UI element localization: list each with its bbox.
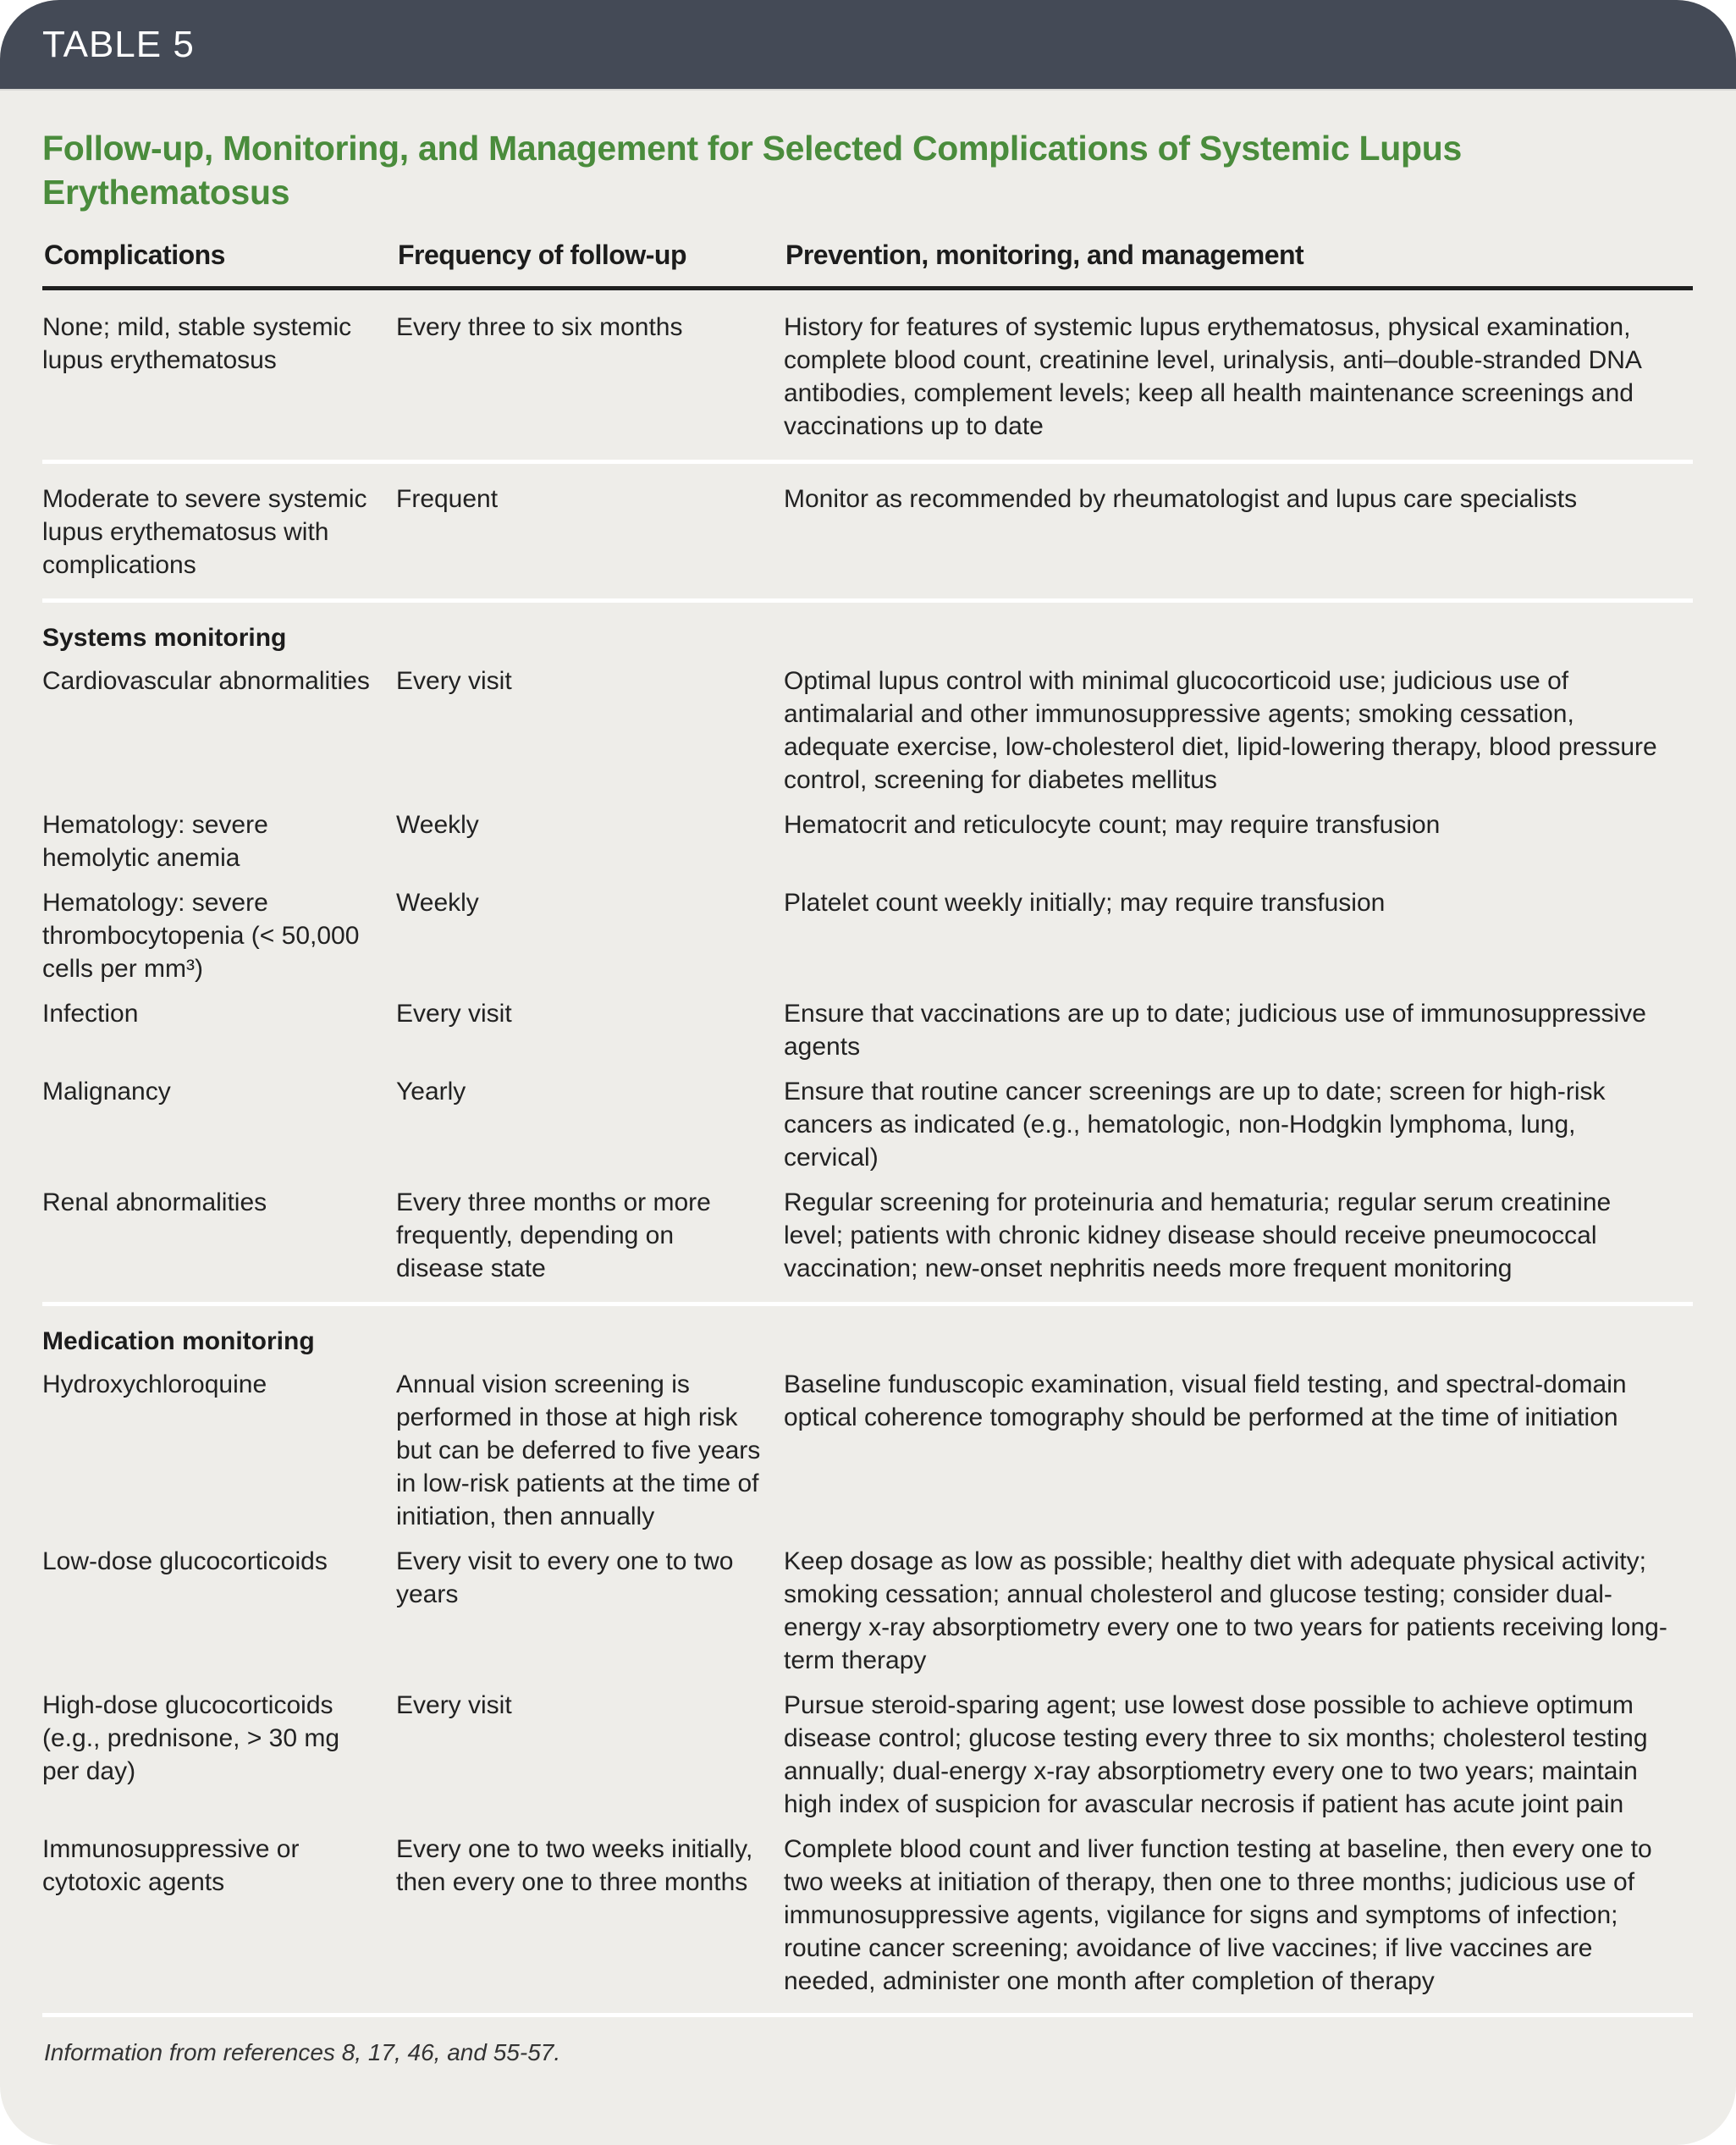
table-content <box>0 91 1736 2066</box>
section-heading: Medication monitoring <box>42 1327 315 1355</box>
management-cell: Optimal lupus control with minimal glucocorticoid use; judicious use of antimalarial and other immunosuppressive agents; smoking cessation, adequate exercise, low-cholesterol diet, lipid-lowering therapy, blood pressure control, screening for diabetes mellitus <box>784 667 1657 794</box>
frequency-cell: Weekly <box>396 889 479 917</box>
complication-cell: Hematology: severe hemolytic anemia <box>42 811 268 872</box>
management-cell: Ensure that routine cancer screenings are up to date; screen for high-risk cancers as indicated (e.g., hematologic, non-Hodgkin lymphoma, lung, cervical) <box>784 1078 1606 1172</box>
table-label: TABLE 5 <box>42 23 195 65</box>
table-row <box>42 880 1693 990</box>
frequency-cell: Every visit to every one to two years <box>396 1547 734 1608</box>
frequency-cell: Every visit <box>396 1691 512 1719</box>
table-row <box>42 1682 1693 1826</box>
table-row <box>42 462 1693 601</box>
management-cell: Baseline funduscopic examination, visual field testing, and spectral-domain optical coherence tomography should be performed at the time of initiation <box>784 1370 1627 1431</box>
section-heading-row <box>42 1304 1693 1362</box>
complication-cell: Immunosuppressive or cytotoxic agents <box>42 1826 396 2015</box>
table-title: Follow-up, Monitoring, and Management for Selected Complications of Systemic Lupus Erythematosus <box>42 129 1463 212</box>
table-row <box>42 658 1693 802</box>
table-label-bar <box>0 0 1736 91</box>
table-row <box>42 1179 1693 1304</box>
frequency-cell: Every visit <box>396 667 512 695</box>
complication-cell: None; mild, stable systemic lupus erythematosus <box>42 289 396 462</box>
table-row <box>42 1361 1693 1538</box>
management-cell: Pursue steroid-sparing agent; use lowest dose possible to achieve optimum disease control; glucose testing every three to six months; cholesterol testing annually; dual-energy x-ray absorptiometry every one to two years; maintain high index of suspicion for avascular necrosis if patient has acute joint pain <box>784 1691 1648 1818</box>
table-row <box>42 802 1693 880</box>
management-cell: Hematocrit and reticulocyte count; may require transfusion <box>784 811 1441 839</box>
management-cell: Regular screening for proteinuria and hematuria; regular serum creatinine level; patients with chronic kidney disease should receive pneumococcal vaccination; new-onset nephritis needs more frequent monitoring <box>784 1179 1693 1304</box>
frequency-cell: Every visit <box>396 1000 512 1028</box>
complication-cell: Hydroxychloroquine <box>42 1370 267 1398</box>
management-cell: Keep dosage as low as possible; healthy diet with adequate physical activity; smoking cessation; annual cholesterol and glucose testing; consider dual-energy x-ray absorptiometry every one to two years for patients receiving long-term therapy <box>784 1547 1667 1674</box>
complication-cell: Renal abnormalities <box>42 1179 396 1304</box>
management-cell: Complete blood count and liver function testing at baseline, then every one to two weeks at initiation of therapy, then one to three months; judicious use of immunosuppressive agents, vigilance for signs and symptoms of infection; routine cancer screening; avoidance of live vaccines; if live vaccines are needed, administer one month after completion of therapy <box>784 1826 1693 2015</box>
column-header-management: Prevention, monitoring, and management <box>784 240 1693 289</box>
data-table <box>42 240 1693 2017</box>
column-header-frequency: Frequency of follow-up <box>396 240 784 289</box>
frequency-cell: Weekly <box>396 811 479 839</box>
management-cell: Platelet count weekly initially; may require transfusion <box>784 889 1386 917</box>
complication-cell: Cardiovascular abnormalities <box>42 667 370 695</box>
complication-cell: Infection <box>42 1000 139 1028</box>
section-heading-row <box>42 601 1693 659</box>
table-row <box>42 1826 1693 2015</box>
frequency-cell: Frequent <box>396 462 784 601</box>
frequency-cell: Yearly <box>396 1078 466 1106</box>
section-heading: Systems monitoring <box>42 624 287 652</box>
table-row <box>42 289 1693 462</box>
table-row <box>42 990 1693 1068</box>
complication-cell: Malignancy <box>42 1078 171 1106</box>
management-cell: Monitor as recommended by rheumatologist and lupus care specialists <box>784 462 1693 601</box>
table-footnote: Information from references 8, 17, 46, and 55-57. <box>44 2039 561 2065</box>
frequency-cell: Every one to two weeks initially, then every one to three months <box>396 1826 784 2015</box>
management-cell: History for features of systemic lupus erythematosus, physical examination, complete blood count, creatinine level, urinalysis, anti–double-stranded DNA antibodies, complement levels; keep all health maintenance screenings and vaccinations up to date <box>784 289 1693 462</box>
table-row <box>42 1538 1693 1682</box>
column-header-complications: Complications <box>42 240 396 289</box>
frequency-cell: Annual vision screening is performed in those at high risk but can be deferred to five years in low-risk patients at the time of initiation, then annually <box>396 1370 761 1530</box>
complication-cell: Low-dose glucocorticoids <box>42 1547 328 1575</box>
frequency-cell: Every three months or more frequently, depending on disease state <box>396 1179 784 1304</box>
management-cell: Ensure that vaccinations are up to date; judicious use of immunosuppressive agents <box>784 1000 1646 1061</box>
complication-cell: Moderate to severe systemic lupus erythematosus with complications <box>42 462 396 601</box>
table-row <box>42 1068 1693 1179</box>
header-row <box>42 240 1693 289</box>
complication-cell: Hematology: severe thrombocytopenia (< 50,000 cells per mm³) <box>42 889 360 983</box>
frequency-cell: Every three to six months <box>396 289 784 462</box>
complication-cell: High-dose glucocorticoids (e.g., prednisone, > 30 mg per day) <box>42 1691 340 1785</box>
